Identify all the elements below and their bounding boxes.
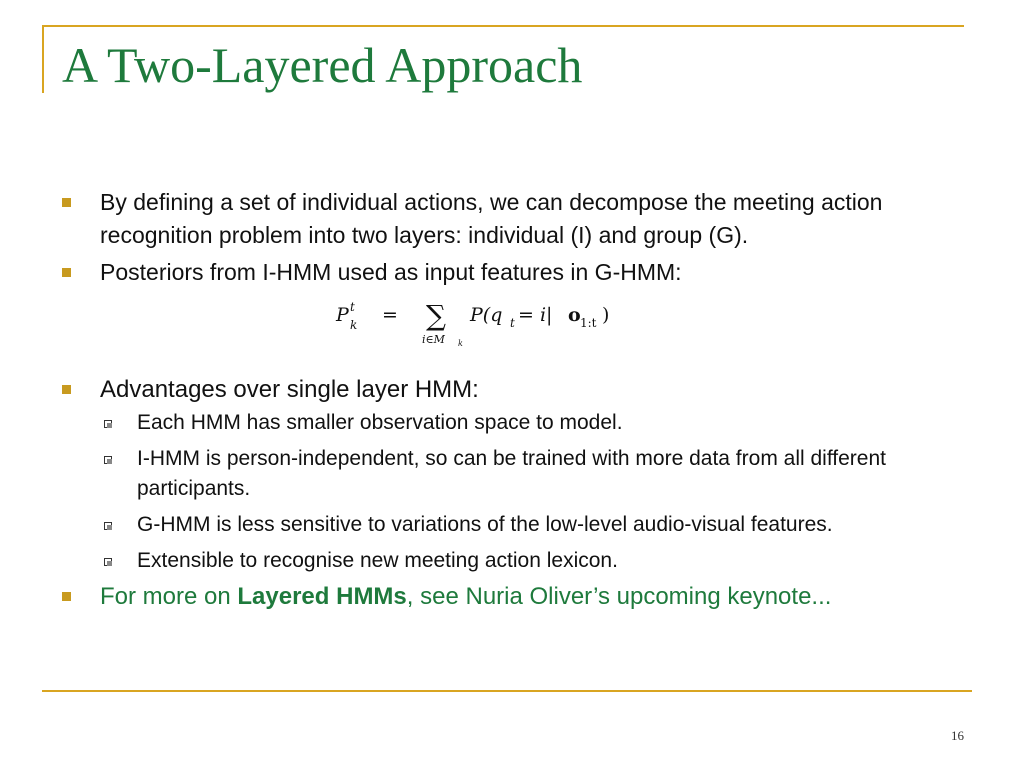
bullet-item [60,580,980,613]
hollow-square-bullet-icon [104,420,112,428]
bullet-text: Posteriors from I-HMM used as input features in G-HMM: [100,259,682,285]
formula-rhs-mid: = i| [518,304,553,326]
bullet-text: By defining a set of individual actions, we can decompose the meeting action recognition problem into two layers: individual (I) and group (G). [100,189,883,248]
formula-equals: = [382,304,398,326]
formula-close: ) [602,304,610,326]
page-number: 16 [951,728,964,743]
square-bullet-icon [62,268,71,277]
bullet-text: Advantages over single layer HMM: [100,376,479,403]
formula-lhs-sub: k [350,318,358,332]
square-bullet-icon [62,385,71,394]
sub-bullet-text: I-HMM is person-independent, so can be trained with more data from all different participants. [137,447,886,500]
slide-title: A Two-Layered Approach [62,37,583,93]
top-rule [42,25,964,27]
square-bullet-icon [62,592,71,601]
bullet-item [60,373,980,406]
bottom-rule [42,690,972,692]
bullet-item [60,186,980,252]
bullet-item [60,256,980,289]
formula-block [60,289,980,373]
hollow-square-bullet-icon [104,558,112,566]
hollow-square-bullet-icon [104,456,112,464]
summation-index-sub: k [458,339,463,348]
formula-lhs: P [336,304,349,326]
sub-bullet-item [100,408,980,438]
formula-rhs-sub: t [510,316,515,330]
slide-content [60,186,980,613]
sub-bullet-item [100,510,980,540]
sub-bullet-item [100,546,980,576]
posterior-formula [330,289,630,359]
summation-index: i∈M [422,333,445,346]
final-bullet-prefix: For more on [100,583,238,610]
final-bullet-bold: Layered HMMs [237,583,407,610]
formula-rhs: P(q [470,304,503,326]
formula-obs-sub: 1:t [580,316,597,330]
sub-bullet-item [100,444,980,504]
hollow-square-bullet-icon [104,522,112,530]
square-bullet-icon [62,198,71,207]
left-rule [42,25,44,93]
sub-bullet-text: Each HMM has smaller observation space to model. [137,411,623,434]
sub-bullet-text: G-HMM is less sensitive to variations of the low-level audio-visual features. [137,513,833,536]
formula-obs: o [568,304,581,326]
sub-bullet-text: Extensible to recognise new meeting action lexicon. [137,549,618,572]
final-bullet-suffix: , see Nuria Oliver’s upcoming keynote... [406,583,832,610]
summation-symbol: ∑ [426,299,446,332]
formula-lhs-sup: t [350,300,355,314]
